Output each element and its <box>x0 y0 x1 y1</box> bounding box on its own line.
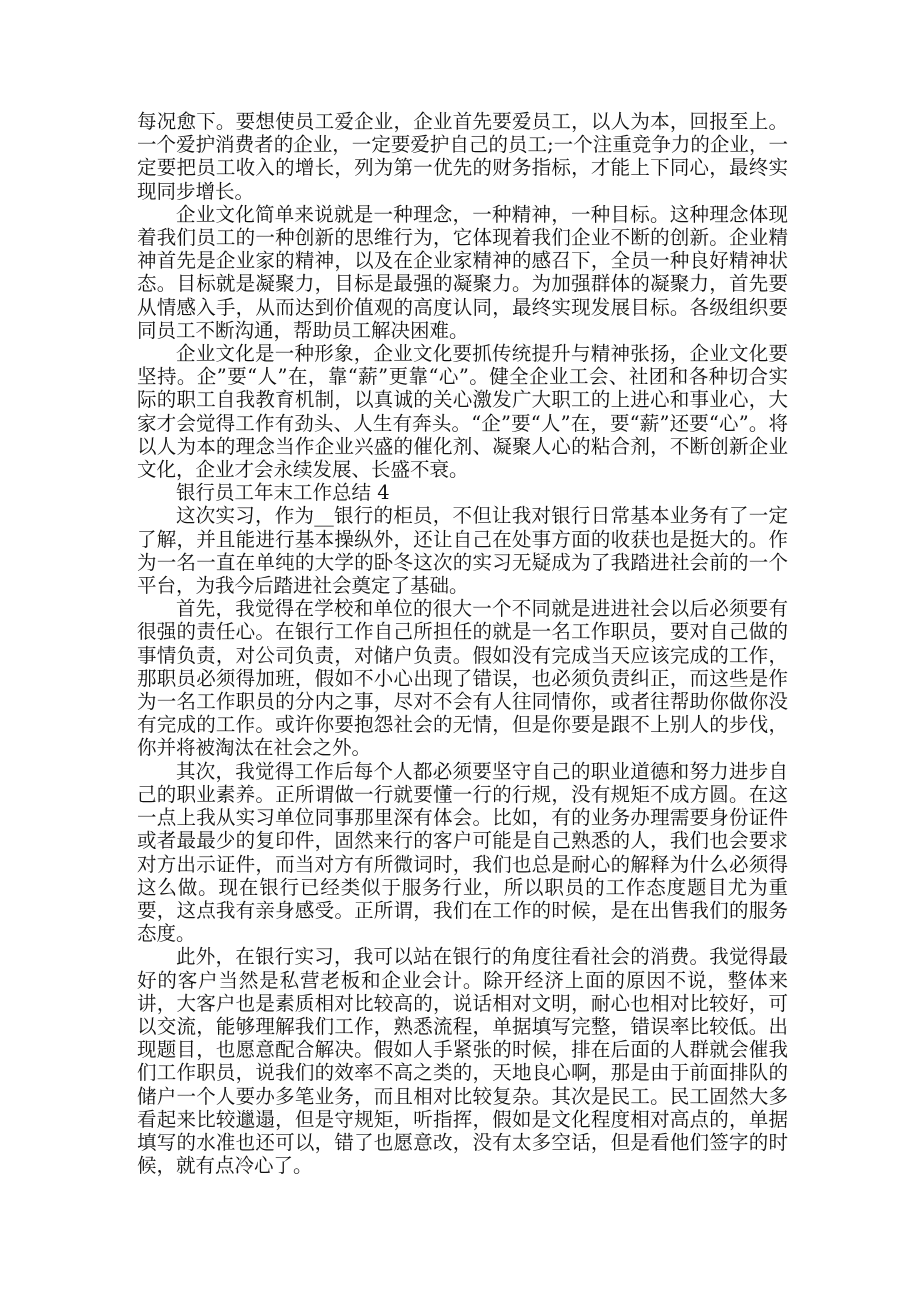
paragraph-internship-intro: 这次实习，作为__银行的柜员，不但让我对银行日常基本业务有了一定了解，并且能进行基本操纵外，还让自己在处事方面的收获也是挺大的。作为一名一直在单纯的大学的卧冬这次的实习无疑成为了我踏进社会前的一个平台，为我今后踏进社会奠定了基础。 <box>137 504 788 598</box>
section-heading: 银行员工年末工作总结 4 <box>176 481 390 505</box>
paragraph-responsibility: 首先，我觉得在学校和单位的很大一个不同就是进进社会以后必须要有很强的责任心。在银行工作自己所担任的就是一名工作职员，要对自己做的事情负责，对公司负责，对储户负责。假如没有完成当天应该完成的工作，那职员必须得加班，假如不小心出现了错误，也必须负责纠正，而这些是作为一名工作职员的分内之事，尽对不会有人往同情你，或者往帮助你做你没有完成的工作。或许你要抱怨社会的无情，但是你要是跟不上别人的步伐，你并将被淘汰在社会之外。 <box>137 597 788 760</box>
paragraph-corporate-culture-image: 企业文化是一种形象，企业文化要抓传统提升与精神张扬，企业文化要坚持。企”要“人”在，靠“薪”更靠“心”。健全企业工会、社团和各种切合实际的职工自我教育机制，以真诚的关心激发广大职工的上进心和事业心，大家才会觉得工作有劲头、人生有奔头。“企”要“人”在，要“薪”还要“心”。将以人为本的理念当作企业兴盛的催化剂、凝聚人心的粘合剂，不断创新企业文化，企业才会永续发展、长盛不衰。 <box>137 342 788 482</box>
paragraph-customer-perspective: 此外，在银行实习，我可以站在银行的角度往看社会的消费。我觉得最好的客户当然是私营老板和企业会计。除开经济上面的原因不说，整体来讲，大客户也是素质相对比较高的，说话相对文明，耐心也相对比较好，可以交流，能够理解我们工作，熟悉流程，单据填写完整，错误率比较低。出现题目，也愿意配合解决。假如人手紧张的时候，排在后面的人群就会催我们工作职员，说我们的效率不高之类的，天地良心啊，那是由于前面排队的储户一个人要办多笔业务，而且相对比较复杂。其次是民工。民工固然大多看起来比较邋遢，但是守规矩，听指挥，假如是文化程度相对高点的，单据填写的水准也还可以，错了也愿意改，没有太多空话，但是看他们签字的时候，就有点冷心了。 <box>137 945 788 1178</box>
paragraph-professional-ethics: 其次，我觉得工作后每个人都必须要坚守自己的职业道德和努力进步自己的职业素养。正所谓做一行就要懂一行的行规，没有规矩不成方圆。在这一点上我从实习单位同事那里深有体会。比如，有的业务办理需要身份证件或者最最少的复印件，固然来行的客户可能是自己熟悉的人，我们也会要求对方出示证件，而当对方有所微词时，我们也总是耐心的解释为什么必须得这么做。现在银行已经类似于服务行业，所以职员的工作态度题目尤为重要，这点我有亲身感受。正所谓，我们在工作的时候，是在出售我们的服务态度。 <box>137 759 788 946</box>
document-body <box>137 110 788 1177</box>
paragraph-corporate-culture-concept: 企业文化简单来说就是一种理念，一种精神，一种目标。这种理念体现着我们员工的一种创新的思维行为，它体现着我们企业不断的创新。企业精神首先是企业家的精神，以及在企业家精神的感召下，全员一种良好精神状态。目标就是凝聚力，目标是最强的凝聚力。为加强群体的凝聚力，首先要从情感入手，从而达到价值观的高度认同，最终实现发展目标。各级组织要同员工不断沟通，帮助员工解决困难。 <box>137 202 788 342</box>
paragraph-continuation: 每况愈下。要想使员工爱企业，企业首先要爱员工，以人为本，回报至上。一个爱护消费者的企业，一定要爱护自己的员工;一个注重竞争力的企业，一定要把员工收入的增长，列为第一优先的财务指标，才能上下同心，最终实现同步增长。 <box>137 110 788 203</box>
